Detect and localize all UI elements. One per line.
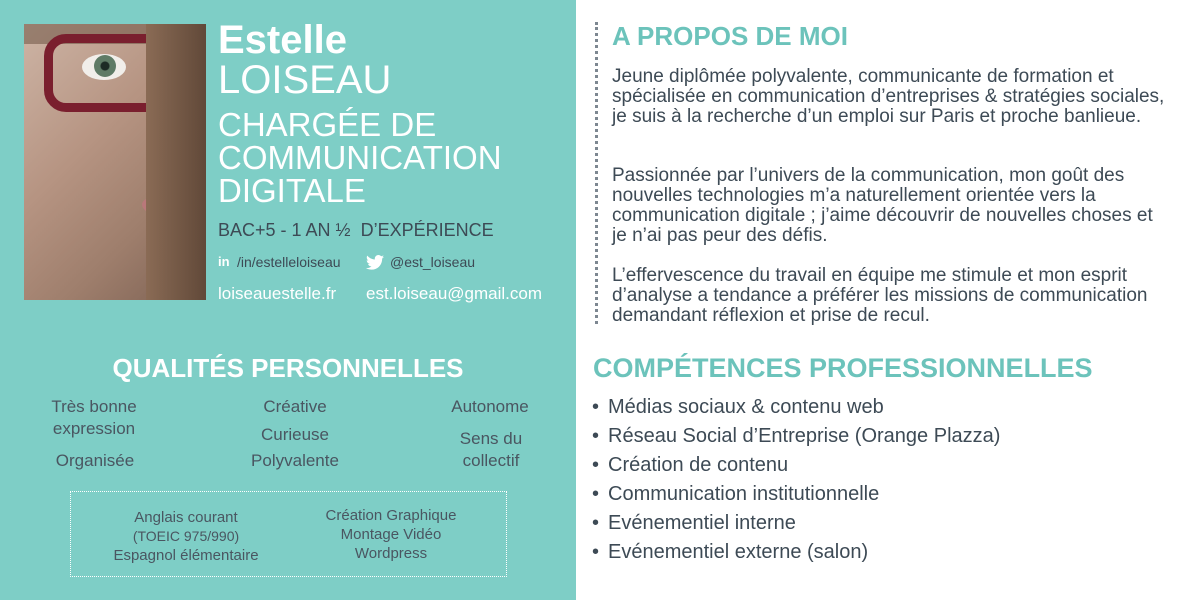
competence-label: Création de contenu [608,454,789,476]
first-name: Estelle [218,18,347,62]
website-link[interactable]: loiseauestelle.fr [218,284,337,303]
competence-label: Evénementiel interne [608,512,796,534]
competence-label: Communication institutionnelle [608,483,880,505]
twitter-link[interactable] [366,254,475,270]
competences-title: COMPÉTENCES PROFESSIONNELLES [593,353,1093,383]
about-paragraph: Jeune diplômée polyvalente, communicante de formation et spécialisée en communication d’entreprises & stratégies sociales, je suis à la recherche d’un emploi sur Paris et proche banlieue. [612,66,1165,127]
competence-item [592,451,1192,480]
bullet: • [592,512,600,534]
competence-label: Médias sociaux & contenu web [608,396,884,418]
competence-label: Evénementiel externe (salon) [608,541,869,563]
quality-item: Autonome [451,397,529,416]
last-name: LOISEAU [218,58,392,102]
tools-list [301,506,481,563]
about-paragraph: L’effervescence du travail en équipe me stimule et mon esprit d’analyse a tendance a préférer les missions de communication demandant réflexion et prise de recul. [612,265,1148,326]
qualities-title: QUALITÉS PERSONNELLES [112,353,464,383]
tool-item: Création Graphique [325,507,457,524]
quality-item: Très bonne expression [51,397,137,438]
quality-item: Polyvalente [251,451,339,470]
linkedin-link[interactable] [218,254,341,270]
competence-label: Réseau Social d’Entreprise (Orange Plazza) [608,425,1001,447]
competence-item [592,393,1192,422]
job-title-line: COMMUNICATION [218,139,502,176]
competence-item [592,538,1192,567]
languages-list [101,508,271,565]
about-title: A PROPOS DE MOI [612,21,848,51]
languages-tools-box [70,491,507,577]
quality-item: Curieuse [260,425,330,444]
language-item: (TOEIC 975/990) [132,528,240,544]
quality-item: Organisée [55,451,135,470]
dotted-divider [595,22,598,324]
twitter-handle: @est_loiseau [390,254,476,270]
experience-summary: BAC+5 - 1 AN ½ D’EXPÉRIENCE [218,220,494,240]
bullet: • [592,483,600,505]
bullet: • [592,541,600,563]
competences-list [592,393,1192,567]
bullet: • [592,396,600,418]
bullet: • [592,454,600,476]
language-item: Espagnol élémentaire [113,547,259,564]
tool-item: Wordpress [354,545,428,562]
about-paragraph: Passionnée par l’univers de la communication, mon goût des nouvelles technologies m’a naturellement orientée vers la communication digitale ; j’aime découvrir de nouvelles choses et je n’ai pas peur des défis. [612,165,1153,246]
email-link[interactable]: est.loiseau@gmail.com [366,284,542,303]
twitter-bird-icon [366,255,384,270]
profile-photo [24,24,206,300]
quality-item: Créative [263,397,327,416]
competence-item [592,422,1192,451]
competence-item [592,480,1192,509]
tool-item: Montage Vidéo [340,526,442,543]
competence-item [592,509,1192,538]
job-title-line: DIGITALE [218,172,366,209]
job-title-line: CHARGÉE DE [218,106,437,143]
bullet: • [592,425,600,447]
language-item: Anglais courant [134,509,238,526]
linkedin-icon: in [218,254,230,269]
job-title [218,108,568,207]
quality-item: Sens du collectif [459,429,523,470]
linkedin-handle: /in/estelleloiseau [237,254,341,270]
